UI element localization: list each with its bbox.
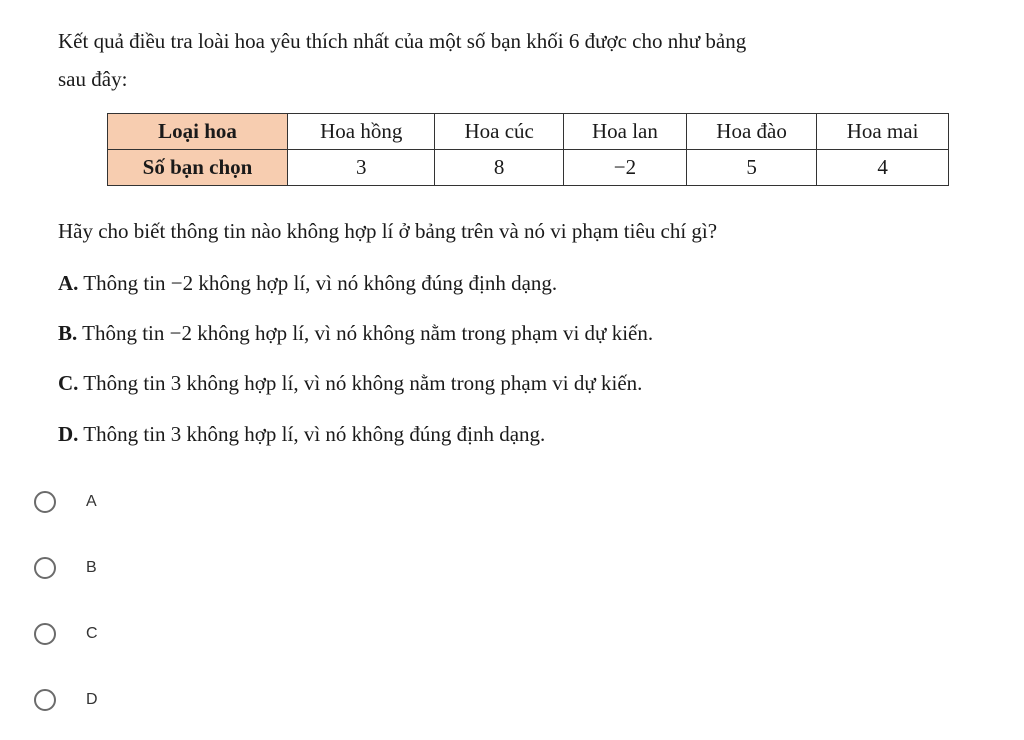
question-stem-line-2: sau đây: — [58, 67, 128, 91]
radio-button[interactable] — [34, 491, 56, 513]
table-cell: Hoa mai — [817, 114, 949, 150]
radio-button[interactable] — [34, 623, 56, 645]
option-key: D. — [58, 422, 79, 446]
option-body: Thông tin −2 không hợp lí, vì nó không nằm trong phạm vi dự kiến. — [77, 321, 654, 345]
question-prompt: Hãy cho biết thông tin nào không hợp lí ở bảng trên và nó vi phạm tiêu chí gì? — [58, 219, 718, 243]
answer-choice-d[interactable] — [34, 685, 98, 715]
table-cell: 3 — [288, 150, 435, 186]
table-cell-row-header-flower-type: Loại hoa — [108, 114, 288, 150]
question-stem — [58, 22, 998, 98]
table-cell: −2 — [563, 150, 686, 186]
option-body: Thông tin 3 không hợp lí, vì nó không nằm trong phạm vi dự kiến. — [78, 371, 643, 395]
radio-button[interactable] — [34, 689, 56, 711]
table-cell: Hoa hồng — [288, 114, 435, 150]
answer-choice-a[interactable] — [34, 487, 97, 517]
answer-choice-label[interactable]: A — [86, 493, 97, 510]
option-b-text — [58, 318, 653, 348]
radio-button[interactable] — [34, 557, 56, 579]
option-body: Thông tin −2 không hợp lí, vì nó không đúng định dạng. — [78, 271, 558, 295]
table-cell: 4 — [817, 150, 949, 186]
option-key: B. — [58, 321, 78, 345]
table-cell: Hoa lan — [563, 114, 686, 150]
flower-survey-table — [107, 113, 949, 186]
option-d-text — [58, 419, 545, 449]
option-body: Thông tin 3 không hợp lí, vì nó không đúng định dạng. — [78, 422, 546, 446]
option-key: A. — [58, 271, 79, 295]
answer-choice-label[interactable]: D — [86, 691, 98, 708]
table-value-row — [108, 150, 949, 186]
answer-choice-b[interactable] — [34, 553, 97, 583]
option-key: C. — [58, 371, 79, 395]
answer-choice-c[interactable] — [34, 619, 98, 649]
table-header-row — [108, 114, 949, 150]
option-c-text — [58, 368, 642, 398]
option-a-text — [58, 268, 557, 298]
table-cell: 8 — [435, 150, 563, 186]
answer-choice-label[interactable]: C — [86, 625, 98, 642]
table-cell: 5 — [687, 150, 817, 186]
table-cell: Hoa đào — [687, 114, 817, 150]
table-cell: Hoa cúc — [435, 114, 563, 150]
question-stem-line-1: Kết quả điều tra loài hoa yêu thích nhất của một số bạn khối 6 được cho như bảng — [58, 29, 747, 53]
answer-choice-label[interactable]: B — [86, 559, 97, 576]
table-cell-row-header-count: Số bạn chọn — [108, 150, 288, 186]
